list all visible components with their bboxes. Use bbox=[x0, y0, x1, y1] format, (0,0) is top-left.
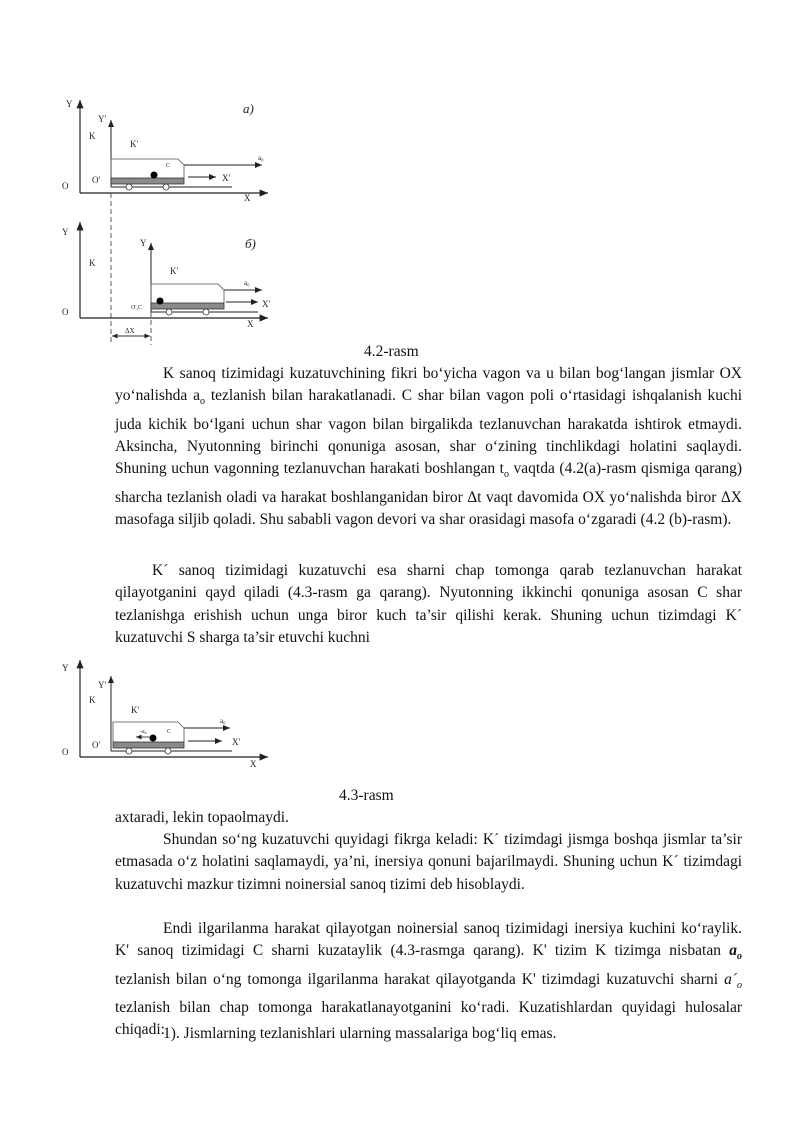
fig-a-a0: a₀ bbox=[258, 154, 264, 162]
fig-a-x: X bbox=[244, 193, 251, 203]
fig-a-y: Y bbox=[66, 99, 73, 109]
ball-c-b bbox=[157, 298, 164, 305]
fig-b-k: K bbox=[89, 258, 96, 268]
paragraph-1: K sanoq tizimidagi kuzatuvchining fikri bo‘yicha vagon va u bilan bog‘langan jismlar OX yo‘nalishda $a_o$ tezlanish bilan harakatlanadi. C shar bilan vagon poli o‘rtasidagi ishqalanish kuchi juda kichik bo‘lgani uchun shar vagon bilan birgalikda tezlanuvchan harakatda ishtirok etmaydi. Aksincha, Nyutonning birinchi qonuniga asosan, shar o‘zining tinchlikdagi holatini saqlaydi. Shuning uchun vagonning tezlanuvchan harakati boshlangan $t_o$ vaqtda (4.2(a)-rasm qismiga qarang) sharcha tezlanish oladi va harakat boshlanganidan biror Δt vaqt davomida OX yo‘nalishda biror ΔX masofaga siljib qoladi. Shu sababli vagon devori va shar orasidagi masofa o‘zgaradi (4.2 (b)-rasm). bbox=[115, 365, 742, 528]
fig-c-o: O bbox=[62, 747, 69, 757]
paragraph-4: Shundan so‘ng kuzatuvchi quyidagi fikrga keladi: K´ tizimdagi jismga boshqa jismlar ta’sir etmasada o‘z holatini saqlamaydi, ya’ni, inersiya qonuni bajarilmaydi. Shuning uchun K´ tizimdagi kuzatuvchi mazkur tizimni noinersial sanoq tizimi deb hisoblaydi. bbox=[115, 831, 742, 893]
paragraph-6: 1). Jismlarning tezlanishlari ularning massalariga bog‘liq emas. bbox=[163, 1025, 557, 1042]
fig-c-c: C bbox=[167, 729, 172, 735]
fig-b-label: б) bbox=[245, 236, 256, 251]
fig-c-a0: a₀ bbox=[220, 717, 226, 725]
fig-b-k-prime: K' bbox=[170, 266, 179, 276]
fig-c-x: X bbox=[250, 759, 257, 769]
fig-b-x: X bbox=[247, 319, 254, 329]
paragraph-3: axtaradi, lekin topaolmaydi. bbox=[115, 809, 289, 826]
fig-a-o-prime: O' bbox=[92, 175, 101, 185]
figure-4-2-b bbox=[62, 222, 270, 345]
ball-c-fig3 bbox=[150, 735, 157, 742]
fig-a-k: K bbox=[89, 131, 96, 141]
fig-a-k-prime: K' bbox=[130, 139, 139, 149]
fig-b-o: O bbox=[62, 307, 69, 317]
fig-b-dx: ΔX bbox=[125, 327, 135, 335]
fig-c-y: Y bbox=[62, 663, 69, 673]
ball-c bbox=[151, 172, 158, 179]
paragraph-5: Endi ilgarilanma harakat qilayotgan noinersial sanoq tizimidagi inersiya kuchini ko‘raylik. K' sanoq tizimidagi C sharni kuzataylik (4.3-rasmga qarang). K' tizim K tizimga nisbatan $a_o$ tezlanish bilan o‘ng tomonga ilgarilanma harakat qilayotganda K' tizimdagi kuzatuvchi sharni $a´_o$ tezlanish bilan chap tomonga harakatlanayotganini ko‘radi. Kuzatishlardan quyidagi hulosalar chiqadi: bbox=[115, 920, 742, 1039]
fig-a-o: O bbox=[62, 181, 69, 191]
caption-4-2: 4.2-rasm bbox=[364, 343, 419, 360]
paragraph-2: K´ sanoq tizimidagi kuzatuvchi esa sharni chap tomonga qarab tezlanuvchan harakat qilayotganini qayd qiladi (4.3-rasm ga qarang). Nyutonning ikkinchi qonuniga asosan C shar tezlanishga erishish uchun unga biror kuch ta’sir qilishi kerak. Shuning uchun tizimdagi K´ kuzatuvchi S sharga ta’sir etuvchi kuchni bbox=[115, 562, 742, 646]
fig-b-x-prime: X' bbox=[262, 299, 271, 309]
caption-4-3: 4.3-rasm bbox=[339, 787, 394, 804]
fig-c-x-prime: X' bbox=[232, 737, 241, 747]
fig-c-k-prime: K' bbox=[131, 705, 140, 715]
figure-4-3 bbox=[0, 650, 800, 790]
fig-c-o-prime: O' bbox=[92, 740, 101, 750]
fig-c-y-prime: Y' bbox=[98, 680, 107, 690]
fig-c-minus-a0: -a₀ bbox=[140, 729, 147, 735]
fig-a-label: а) bbox=[243, 101, 254, 116]
fig-b-y: Y bbox=[62, 227, 69, 237]
fig-b-y-prime: Y bbox=[140, 238, 147, 248]
figure-4-2 bbox=[0, 0, 800, 350]
fig-a-y-prime: Y' bbox=[98, 114, 107, 124]
fig-a-x-prime: X' bbox=[222, 173, 231, 183]
fig-c-k: K bbox=[89, 695, 96, 705]
fig-a-c: C bbox=[166, 163, 171, 169]
fig-b-a0: a₀ bbox=[244, 279, 250, 287]
fig-b-o-prime: O',C bbox=[131, 305, 142, 311]
